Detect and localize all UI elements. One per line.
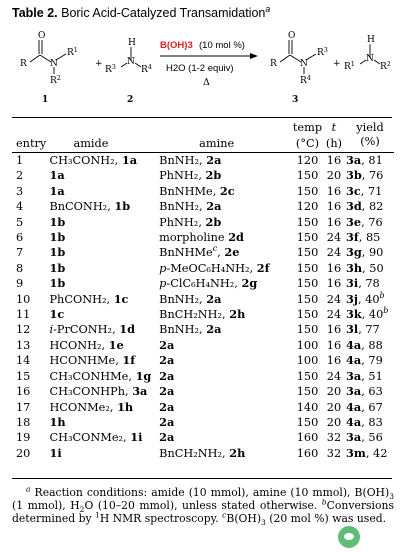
cell-amine: morpholine 2d (159, 230, 244, 245)
amide-r: R (20, 59, 27, 69)
cell-temp: 100 (296, 338, 319, 352)
cell-yield: 3a, 81 (346, 153, 383, 167)
cell-yield: 3m, 42 (346, 445, 388, 460)
cell-entry: 18 (16, 415, 31, 429)
cell-temp: 150 (296, 261, 319, 275)
caption-footnote-mark: a (265, 3, 271, 14)
cell-temp: 150 (296, 385, 319, 399)
cell-entry: 6 (16, 231, 24, 245)
cell-amine: 2a (159, 337, 175, 352)
footnote-text: $^a$ Reaction conditions: amide (10 mmol), amine (10 mmol), $B(OH)_3$ (1 mmol), $H_2O$ (10–20 mmol), unless stated otherwise. $^b$Conversions determined by $^1$H NMR spectroscopy. $^cB(OH)_3$ (20 mol %) was used. (12, 484, 394, 528)
cell-yield: 3k, 40$^b$ (346, 306, 389, 322)
cell-time: 16 (326, 338, 342, 352)
cell-temp: 160 (296, 431, 319, 445)
table-row (12, 384, 394, 399)
product-r: R (270, 59, 277, 69)
cell-entry: 5 (16, 215, 24, 229)
cell-yield: 3d, 82 (346, 199, 384, 214)
cell-yield: 4a, 79 (346, 353, 383, 368)
cell-amine: 2a (159, 430, 175, 445)
cell-time: 16 (326, 277, 342, 291)
header-amide: amide (73, 136, 109, 150)
cell-time: 20 (326, 169, 342, 183)
cell-time: 24 (326, 292, 342, 306)
cell-entry: 14 (16, 354, 31, 368)
cell-time: 16 (326, 261, 342, 275)
table-row (12, 307, 394, 322)
product-oxygen: O (288, 31, 296, 41)
cell-entry: 8 (16, 261, 24, 275)
amide-structure (30, 40, 66, 74)
cell-amine: 2a (159, 414, 175, 429)
amide-r2: $R^2$ (50, 74, 61, 86)
product-r3: $R^3$ (317, 46, 328, 58)
catalyst-label: B(OH)3 (160, 40, 193, 51)
table-row (12, 369, 394, 384)
cell-amide: CH₃CONHPh, 3a (49, 384, 148, 399)
byproduct-r2: $R^2$ (380, 60, 391, 72)
reaction-arrowhead (250, 53, 258, 59)
cell-time: 16 (326, 154, 342, 167)
cell-amine: BnNH₂, 2a (159, 291, 222, 306)
cell-entry: 19 (16, 431, 31, 445)
cell-amide: HCONMe₂, 1h (49, 399, 134, 414)
catalyst-loading: (10 mol %) (199, 40, 245, 51)
product-structure (280, 40, 316, 74)
cell-time: 16 (326, 354, 342, 368)
table-row (12, 245, 394, 260)
cell-entry: 12 (16, 323, 31, 337)
cell-yield: 3a, 63 (346, 384, 383, 399)
table-bottom-rule (12, 478, 392, 479)
cell-amine: p-ClC₆H₄NH₂, 2g (159, 276, 258, 291)
header-temp: temp (292, 121, 323, 134)
cell-temp: 150 (296, 308, 319, 322)
cell-yield: 3j, 40$^b$ (346, 290, 385, 306)
cell-entry: 1 (16, 154, 24, 167)
cell-amide: 1b (49, 276, 66, 291)
cell-time: 16 (326, 215, 342, 229)
cell-temp: 150 (296, 292, 319, 306)
cell-time: 16 (326, 184, 342, 198)
table-row (12, 168, 394, 183)
cell-amide: 1i (49, 445, 62, 460)
amine-nitrogen: N (127, 57, 135, 67)
table-row (12, 184, 394, 199)
cell-temp: 150 (296, 369, 319, 383)
cell-yield: 3b, 76 (346, 168, 384, 183)
cell-yield: 3i, 78 (346, 276, 380, 291)
table-row (12, 338, 394, 353)
cell-time: 20 (326, 415, 342, 429)
cell-temp: 140 (296, 400, 319, 414)
amine-r3: $R^3$ (105, 63, 116, 75)
cell-yield: 3l, 77 (346, 322, 380, 337)
cell-temp: 150 (296, 246, 319, 260)
cell-temp: 150 (296, 277, 319, 291)
cell-yield: 3a, 51 (346, 368, 383, 383)
header-yield: yield (356, 121, 384, 134)
cell-amide: 1h (49, 414, 66, 429)
cell-amide: 1a (49, 168, 65, 183)
cell-entry: 20 (16, 446, 31, 460)
cell-amide: i-PrCONH₂, 1d (49, 322, 136, 337)
cell-entry: 16 (16, 385, 31, 399)
cell-entry: 17 (16, 400, 31, 414)
byproduct-hydrogen: H (367, 35, 375, 45)
reaction-scheme (0, 22, 403, 114)
cell-amide: 1b (49, 214, 66, 229)
cell-amine: 2a (159, 384, 175, 399)
table-row (12, 430, 394, 445)
cell-time: 24 (326, 308, 342, 322)
cell-temp: 150 (296, 169, 319, 183)
byproduct-r1: $R^1$ (344, 60, 355, 72)
table-header-row-2 (12, 135, 394, 153)
cell-amide: 1b (49, 245, 66, 260)
cell-amine: BnNHMe$^c$, 2e (159, 244, 240, 260)
cell-temp: 150 (296, 415, 319, 429)
cell-yield: 3g, 90 (346, 245, 384, 260)
cell-time: 32 (326, 431, 342, 445)
amide-r1: $R^1$ (67, 46, 78, 58)
cell-time: 16 (326, 200, 342, 214)
cell-time: 20 (326, 385, 342, 399)
cell-yield: 3f, 85 (346, 230, 381, 245)
cell-amine: PhNH₂, 2b (159, 168, 222, 183)
cell-amide: CH₃CONH₂, 1a (49, 153, 138, 167)
table-row (12, 276, 394, 291)
cell-entry: 2 (16, 169, 24, 183)
table-header-row-1 (12, 121, 394, 135)
cell-amine: BnNH₂, 2a (159, 153, 222, 167)
compound-label-3: 3 (292, 95, 299, 105)
cell-entry: 10 (16, 292, 31, 306)
header-yield-unit: (%) (360, 135, 380, 148)
table-caption (12, 3, 271, 20)
header-amine: amine (199, 136, 235, 150)
table-label: Table 2. (12, 6, 58, 20)
cell-amide: CH₃CONHMe, 1g (49, 368, 152, 383)
table-row (12, 153, 394, 169)
results-table (12, 121, 394, 461)
heat-symbol: Δ (203, 77, 210, 88)
table-row (12, 415, 394, 430)
table-row (12, 215, 394, 230)
cell-entry: 7 (16, 246, 24, 260)
cell-amide: BnCONH₂, 1b (49, 199, 131, 214)
cell-temp: 120 (296, 200, 319, 214)
cell-amide: HCONHMe, 1f (49, 353, 136, 368)
table-body (12, 153, 394, 462)
amine-hydrogen: H (128, 38, 136, 48)
cell-amide: CH₃CONMe₂, 1i (49, 430, 143, 445)
cell-entry: 15 (16, 369, 31, 383)
table-row (12, 199, 394, 214)
cell-amide: PhCONH₂, 1c (49, 291, 129, 306)
table-top-rule (12, 117, 392, 118)
cell-temp: 150 (296, 323, 319, 337)
header-entry: entry (16, 136, 47, 150)
cell-entry: 3 (16, 184, 24, 198)
cell-yield: 3h, 50 (346, 260, 384, 275)
plus-sign-2: + (333, 59, 341, 69)
wechat-logo-icon (338, 526, 360, 548)
cell-yield: 4a, 67 (346, 399, 383, 414)
plus-sign-1: + (95, 59, 103, 69)
byproduct-nitrogen: N (366, 54, 374, 64)
table-row (12, 261, 394, 276)
cell-amine: 2a (159, 368, 175, 383)
table-footnote (12, 486, 394, 526)
compound-label-2: 2 (127, 95, 134, 105)
table-row (12, 446, 394, 461)
cell-time: 24 (326, 246, 342, 260)
cell-temp: 150 (296, 215, 319, 229)
table-row (12, 292, 394, 307)
cell-yield: 3e, 76 (346, 214, 383, 229)
cell-amide: 1b (49, 260, 66, 275)
table-row (12, 322, 394, 337)
amine-r4: $R^4$ (141, 63, 152, 75)
cell-amine: BnNHMe, 2c (159, 183, 235, 198)
cell-entry: 13 (16, 338, 31, 352)
amide-nitrogen: N (50, 59, 58, 69)
cell-temp: 150 (296, 184, 319, 198)
cell-time: 16 (326, 323, 342, 337)
header-temp-unit: (°C) (295, 136, 320, 150)
cell-temp: 120 (296, 154, 319, 167)
header-time: t (331, 121, 337, 134)
compound-label-1: 1 (42, 95, 49, 105)
cell-amide: 1b (49, 230, 66, 245)
cell-temp: 100 (296, 354, 319, 368)
product-r4: $R^4$ (300, 74, 311, 86)
cell-time: 24 (326, 231, 342, 245)
product-nitrogen: N (300, 59, 308, 69)
cell-amine: BnCH₂NH₂, 2h (159, 307, 246, 322)
cell-amine: BnCH₂NH₂, 2h (159, 445, 246, 460)
cell-yield: 3c, 71 (346, 183, 383, 198)
cell-time: 32 (326, 446, 342, 460)
cell-yield: 4a, 88 (346, 337, 383, 352)
cell-amine: PhNH₂, 2b (159, 214, 222, 229)
table-row (12, 353, 394, 368)
cell-entry: 9 (16, 277, 24, 291)
cell-temp: 160 (296, 446, 319, 460)
water-condition: H2O (1-2 equiv) (166, 63, 234, 74)
cell-time: 24 (326, 369, 342, 383)
cell-yield: 4a, 83 (346, 414, 383, 429)
cell-amine: 2a (159, 353, 175, 368)
cell-entry: 4 (16, 200, 24, 214)
table-title: Boric Acid-Catalyzed Transamidation (61, 6, 266, 20)
amide-oxygen: O (38, 31, 46, 41)
cell-amine: 2a (159, 399, 175, 414)
cell-amine: BnNH₂, 2a (159, 322, 222, 337)
cell-amide: HCONH₂, 1e (49, 337, 124, 352)
cell-amine: BnNH₂, 2a (159, 199, 222, 214)
cell-temp: 150 (296, 231, 319, 245)
cell-yield: 3a, 56 (346, 430, 383, 445)
table-row (12, 400, 394, 415)
cell-time: 20 (326, 400, 342, 414)
cell-amine: p-MeOC₆H₄NH₂, 2f (159, 260, 270, 275)
cell-amide: 1a (49, 183, 65, 198)
header-time-unit: (h) (325, 136, 342, 150)
table-row (12, 230, 394, 245)
cell-amide: 1c (49, 307, 65, 322)
cell-entry: 11 (16, 308, 31, 322)
